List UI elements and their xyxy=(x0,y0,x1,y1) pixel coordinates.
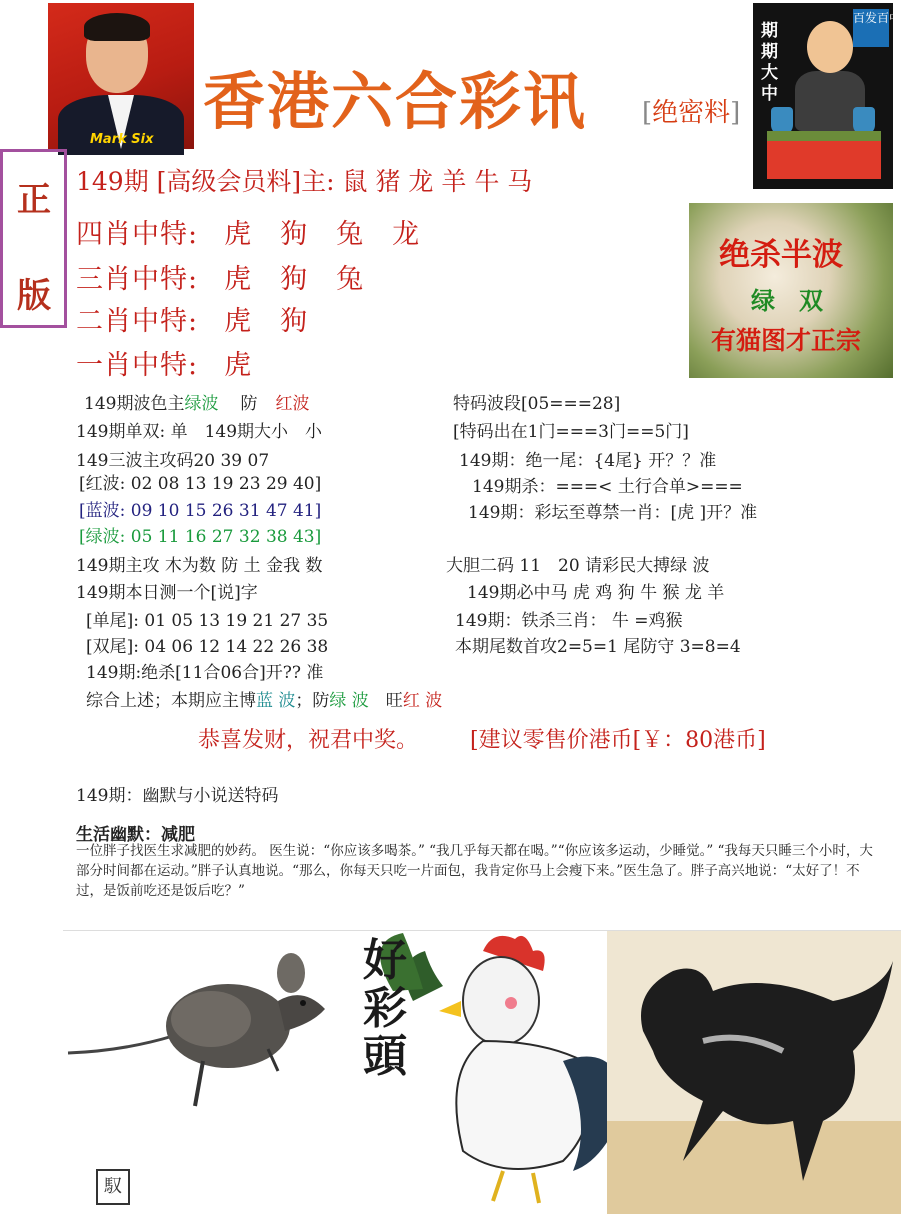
mark-six-logo: Mark Six xyxy=(90,132,154,147)
member-picks-line: 149期 [高级会员料]主: 鼠 猪 龙 羊 牛 马 xyxy=(76,167,533,196)
kill-line: 149期:绝杀[11合06合]开?? 准 xyxy=(86,663,324,683)
cat-line-1: 绝杀半波 xyxy=(719,237,843,273)
rat-rooster-horse-painting xyxy=(63,931,901,1214)
special-door-line: [特码出在1门===3门==5门] xyxy=(453,422,689,442)
iron-kill-line: 149期：铁杀三肖： 牛 =鸡猴 xyxy=(455,611,683,631)
good-luck-brush-text: 好彩頭 xyxy=(363,935,407,1082)
price-text: [建议零售价港币[￥：80港币] xyxy=(470,728,766,753)
element-line: 149期主攻 木为数 防 土 金我 数 xyxy=(76,556,323,576)
three-zodiac-pick: 三肖中特: 虎 狗 兔 xyxy=(76,264,365,295)
story-body: 一位胖子找医生求减肥的妙药。 医生说：“你应该多喝茶。” “我几乎每天都在喝。”“你应该多运动，少睡觉。” “我每天只睡三个小时，大部分时间都在运动。”胖子认真地说。“那么，你每天只吃一片面包，我肯定你马上会瘦下来。”医生急了。胖子高兴地说：“太好了！不过，是饭前吃还是饭后吃？” xyxy=(76,843,873,899)
rooster-drawing xyxy=(380,933,623,1203)
three-wave-line: 149三波主攻码20 39 07 xyxy=(76,451,270,471)
two-zodiac-pick: 二肖中特: 虎 狗 xyxy=(76,306,309,337)
special-range-line: 特码波段[05===28] xyxy=(453,394,621,414)
mascot-tag: 百发百中 xyxy=(853,9,889,47)
green-wave-numbers: [绿波: 05 11 16 27 32 38 43] xyxy=(79,527,322,547)
artist-seal: 馭 xyxy=(96,1169,130,1205)
title-tag: [绝密料] xyxy=(642,98,741,128)
blue-wave-numbers: [蓝波: 09 10 15 26 31 47 41] xyxy=(79,501,322,521)
kill-combo-line: 149期杀：===< 土行合单>=== xyxy=(472,477,743,497)
forbidden-line: 149期：彩坛至尊禁一肖：[虎 ]开？准 xyxy=(468,503,758,523)
must-win-line: 149期必中马 虎 鸡 狗 牛 猴 龙 羊 xyxy=(467,583,725,603)
one-zodiac-pick: 一肖中特: 虎 xyxy=(76,350,253,381)
cat-line-2: 绿 双 xyxy=(751,287,823,315)
odd-even-line: 149期单双: 单 149期大小 小 xyxy=(76,422,323,442)
story-subheading: 生活幽默：减肥 xyxy=(76,825,195,845)
cartoon-mascot-image xyxy=(753,3,901,189)
cat-line-3: 有猫图才正宗 xyxy=(711,326,862,355)
summary-line: 综合上述；本期应主博蓝 波；防绿 波 旺红 波 xyxy=(86,691,443,711)
cat-kill-image xyxy=(689,203,893,378)
zodiac-illustration xyxy=(63,930,901,1213)
tail-kill-line: 149期：绝一尾：{4尾} 开？？准 xyxy=(459,451,717,471)
red-wave-numbers: [红波: 02 08 13 19 23 29 40] xyxy=(79,474,322,494)
host-photo xyxy=(48,3,194,149)
single-tail-line: [单尾]: 01 05 13 19 21 27 35 xyxy=(86,611,329,631)
authentic-badge: 正 版 xyxy=(0,149,67,328)
four-zodiac-pick: 四肖中特: 虎 狗 兔 龙 xyxy=(76,219,421,250)
double-tail-line: [双尾]: 04 06 12 14 22 26 38 xyxy=(86,637,329,657)
congrats-text: 恭喜发财，祝君中奖。 xyxy=(198,728,419,753)
bold-two-line: 大胆二码 11 20 请彩民大搏绿 波 xyxy=(446,556,710,576)
wave-color-line: 149期波色主绿波 防 红波 xyxy=(84,394,310,414)
page-title: 香港六合彩讯 xyxy=(203,65,588,138)
story-heading: 149期：幽默与小说送特码 xyxy=(76,786,279,806)
tail-attack-line: 本期尾数首攻2=5=1 尾防守 3=8=4 xyxy=(455,637,741,657)
mascot-caption: 期期大中 xyxy=(761,21,778,104)
char-test-line: 149期本日测一个[说]字 xyxy=(76,583,258,603)
horse-drawing xyxy=(607,931,901,1214)
rat-drawing xyxy=(68,953,325,1106)
